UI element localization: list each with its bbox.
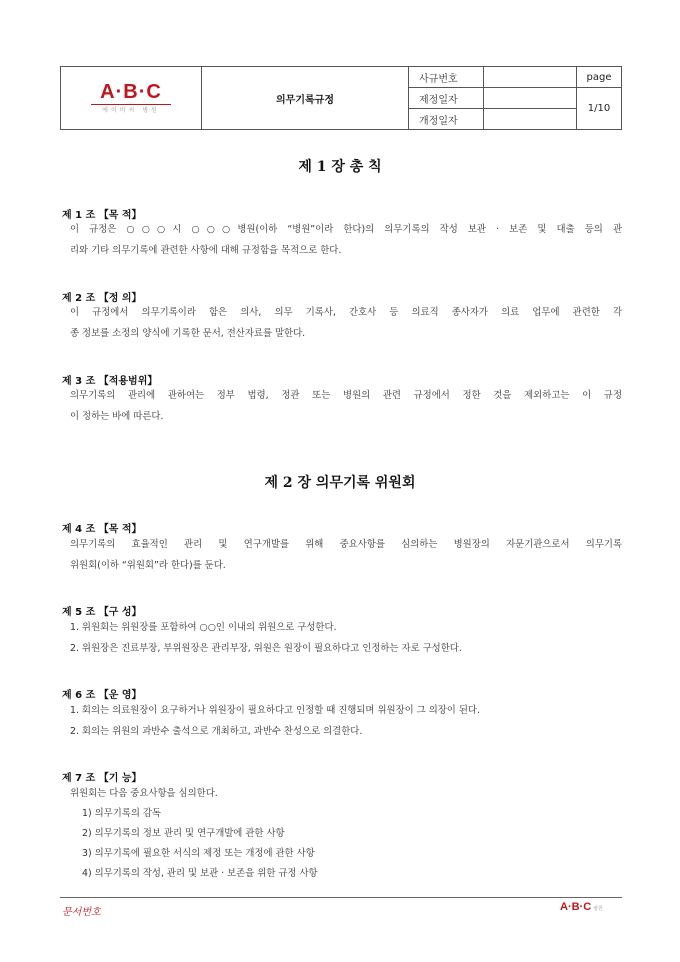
article-7-intro: 위원회는 다음 중요사항을 심의한다. — [70, 788, 218, 799]
article-4-line-1: 의무기록의 효율적인 관리 및 연구개발를 위해 중요사항를 심의하는 병원장의 자문기관으로서 의무기록 — [70, 539, 622, 550]
article-5-line-2: 2. 위원장은 진료부장, 부위원장은 관리부장, 위원은 원장이 필요하다고 인정하는 자로 구성한다. — [70, 643, 462, 654]
article-1-title: 제 1 조 【목 적】 — [62, 210, 142, 221]
hospital-logo-subtext: 에이비씨 병원 — [102, 106, 160, 114]
value-revision-date — [484, 109, 577, 130]
article-1-line-1: 이 규정은 ○○○시 ○○○병원(이하 “병원”이라 한다)의 의무기록의 작성 보관 · 보존 및 대출 등의 관 — [70, 224, 622, 235]
article-2-title: 제 2 조 【정 의】 — [62, 293, 142, 304]
article-6-title: 제 6 조 【운 영】 — [62, 690, 142, 701]
footer-document-number: 문서번호 — [62, 907, 101, 918]
article-7-item-1: 1) 의무기록의 감독 — [82, 808, 161, 819]
label-enactment-date: 제정일자 — [409, 88, 484, 109]
footer-divider — [60, 897, 622, 898]
article-6-line-1: 1. 회의는 의료원장이 요구하거나 위원장이 필요하다고 인정할 때 진행되며 위원장이 그 의장이 된다. — [70, 705, 480, 716]
article-3-line-1: 의무기록의 관리에 관하여는 정부 법령, 정관 또는 병원의 관련 규정에서 정한 것을 제외하고는 이 규정 — [70, 390, 622, 401]
article-7-item-4: 4) 의무기록의 작성, 관리 및 보관 · 보존을 위한 규정 사항 — [82, 868, 318, 879]
footer-logo — [560, 901, 603, 913]
article-2-line-2: 종 정보를 소정의 양식에 기록한 문서, 전산자료를 말한다. — [70, 328, 306, 339]
article-2-line-1: 이 규정에서 의무기록이라 함은 의사, 의무 기록사, 간호사 등 의료직 종사자가 의료 업무에 관련한 각 — [70, 307, 622, 318]
logo-cell — [61, 67, 202, 130]
article-5-title: 제 5 조 【구 성】 — [62, 607, 142, 618]
page-label: page — [577, 67, 622, 88]
value-enactment-date — [484, 88, 577, 109]
logo-underline — [91, 104, 171, 105]
article-1-line-2: 리와 기타 의무기록에 관련한 사항에 대해 규정함을 목적으로 한다. — [70, 245, 342, 256]
footer-logo-text: A·B·C — [560, 901, 592, 913]
hospital-logo: A·B·C — [100, 80, 162, 103]
label-regulation-number: 사규번호 — [409, 67, 484, 88]
document-header — [60, 66, 622, 130]
article-3-line-2: 이 정하는 바에 따른다. — [70, 411, 164, 422]
article-4-title: 제 4 조 【목 적】 — [62, 524, 142, 535]
article-7-title: 제 7 조 【기 능】 — [62, 773, 142, 784]
article-6-line-2: 2. 회의는 위원의 과반수 출석으로 개최하고, 과반수 찬성으로 의결한다. — [70, 726, 363, 737]
article-4-line-2: 위원회(이하 “위원회”라 한다)를 둔다. — [70, 560, 226, 571]
article-7-item-2: 2) 의무기록의 정보 관리 및 연구개발에 관한 사항 — [82, 828, 285, 839]
value-regulation-number — [484, 67, 577, 88]
chapter-1-title: 제 1 장 총 칙 — [298, 159, 382, 175]
chapter-2-title: 제 2 장 의무기록 위원회 — [264, 475, 416, 491]
label-revision-date: 개정일자 — [409, 109, 484, 130]
article-3-title: 제 3 조 【적용범위】 — [62, 376, 158, 387]
article-7-item-3: 3) 의무기록에 필요한 서식의 제정 또는 개정에 관한 사항 — [82, 848, 315, 859]
page-number: 1/10 — [577, 88, 622, 130]
footer-logo-subtext: 병원 — [593, 906, 603, 912]
article-5-line-1: 1. 위원회는 위원장를 포함하여 ○○인 이내의 위원으로 구성한다. — [70, 622, 337, 633]
document-title: 의무기록규정 — [202, 67, 409, 130]
